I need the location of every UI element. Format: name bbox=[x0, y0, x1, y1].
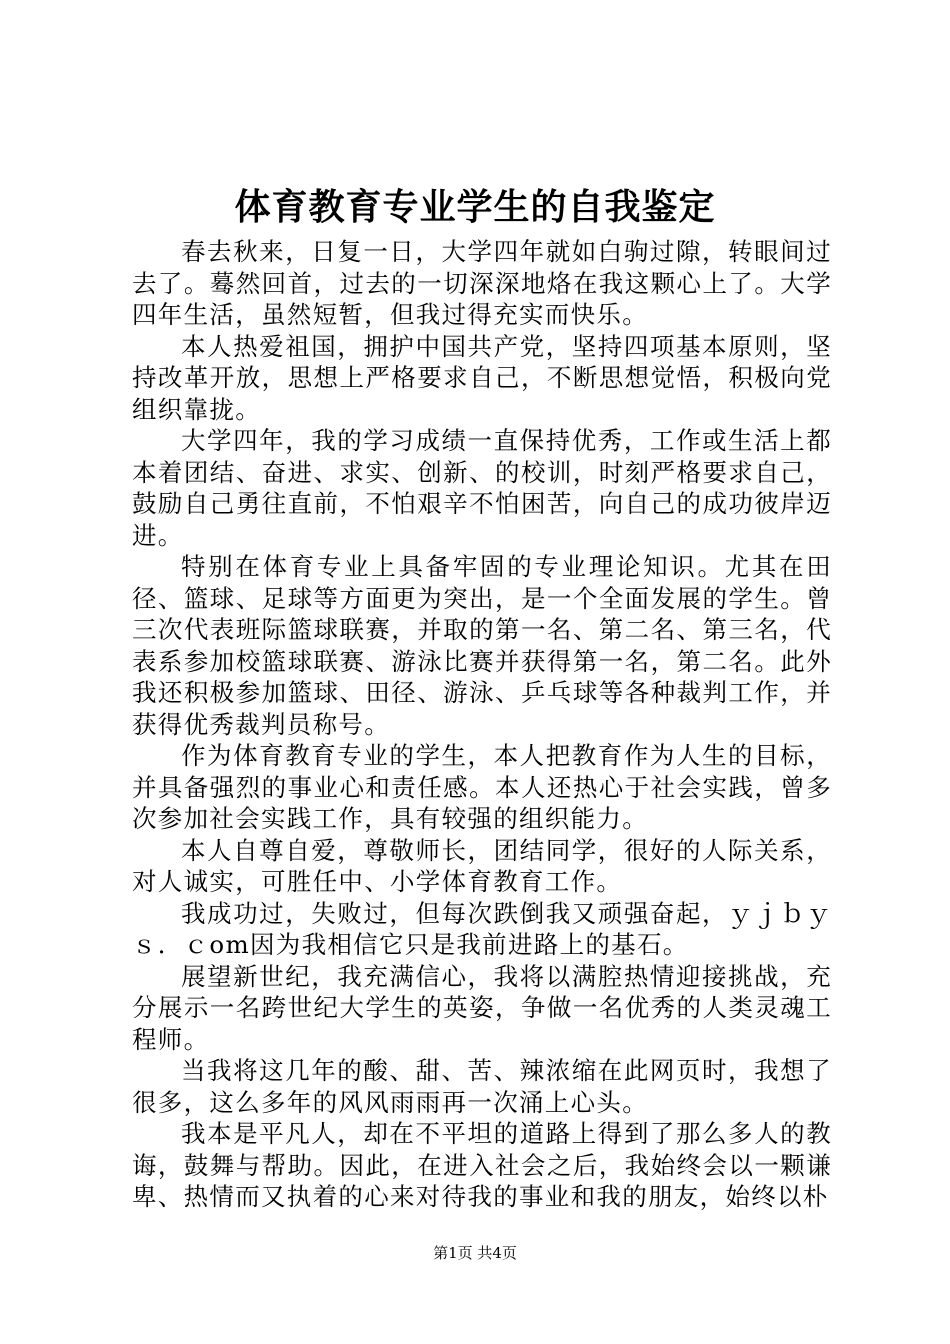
paragraph: 我成功过，失败过，但每次跌倒我又顽强奋起，ｙｊｂｙｓ．ｃom因为我相信它只是我前进路上的基石。 bbox=[132, 898, 832, 959]
paragraph: 当我将这几年的酸、甜、苦、辣浓缩在此网页时，我想了很多，这么多年的风风雨雨再一次涌上心头。 bbox=[132, 1056, 832, 1117]
paragraph: 特别在体育专业上具备牢固的专业理论知识。尤其在田径、篮球、足球等方面更为突出，是一个全面发展的学生。曾三次代表班际篮球联赛，并取的第一名、第二名、第三名，代表系参加校篮球联赛、游泳比赛并获得第一名，第二名。此外我还积极参加篮球、田径、游泳、乒乓球等各种裁判工作，并获得优秀裁判员称号。 bbox=[132, 552, 832, 739]
document-title: 体育教育专业学生的自我鉴定 bbox=[234, 186, 716, 228]
paragraph: 大学四年，我的学习成绩一直保持优秀，工作或生活上都本着团结、奋进、求实、创新、的校训，时刻严格要求自己，鼓励自己勇往直前，不怕艰辛不怕困苦，向自己的成功彼岸迈进。 bbox=[132, 426, 832, 550]
paragraph: 我本是平凡人，却在不平坦的道路上得到了那么多人的教诲，鼓舞与帮助。因此，在进入社会之后，我始终会以一颗谦卑、热情而又执着的心来对待我的事业和我的朋友，始终以朴 bbox=[132, 1119, 832, 1211]
paragraph: 本人自尊自爱，尊敬师长，团结同学，很好的人际关系，对人诚实，可胜任中、小学体育教育工作。 bbox=[132, 835, 832, 896]
paragraph: 本人热爱祖国，拥护中国共产党，坚持四项基本原则，坚持改革开放，思想上严格要求自己，不断思想觉悟，积极向党组织靠拢。 bbox=[132, 331, 832, 424]
page-number-footer: 第1页 共4页 bbox=[433, 1244, 517, 1262]
document-body bbox=[132, 236, 832, 1213]
paragraph: 春去秋来，日复一日，大学四年就如白驹过隙，转眼间过去了。蓦然回首，过去的一切深深地烙在我这颗心上了。大学四年生活，虽然短暂，但我过得充实而快乐。 bbox=[132, 237, 832, 329]
paragraph: 展望新世纪，我充满信心，我将以满腔热情迎接挑战，充分展示一名跨世纪大学生的英姿，争做一名优秀的人类灵魂工程师。 bbox=[132, 961, 832, 1054]
paragraph: 作为体育教育专业的学生，本人把教育作为人生的目标，并具备强烈的事业心和责任感。本人还热心于社会实践，曾多次参加社会实践工作，具有较强的组织能力。 bbox=[132, 741, 832, 833]
